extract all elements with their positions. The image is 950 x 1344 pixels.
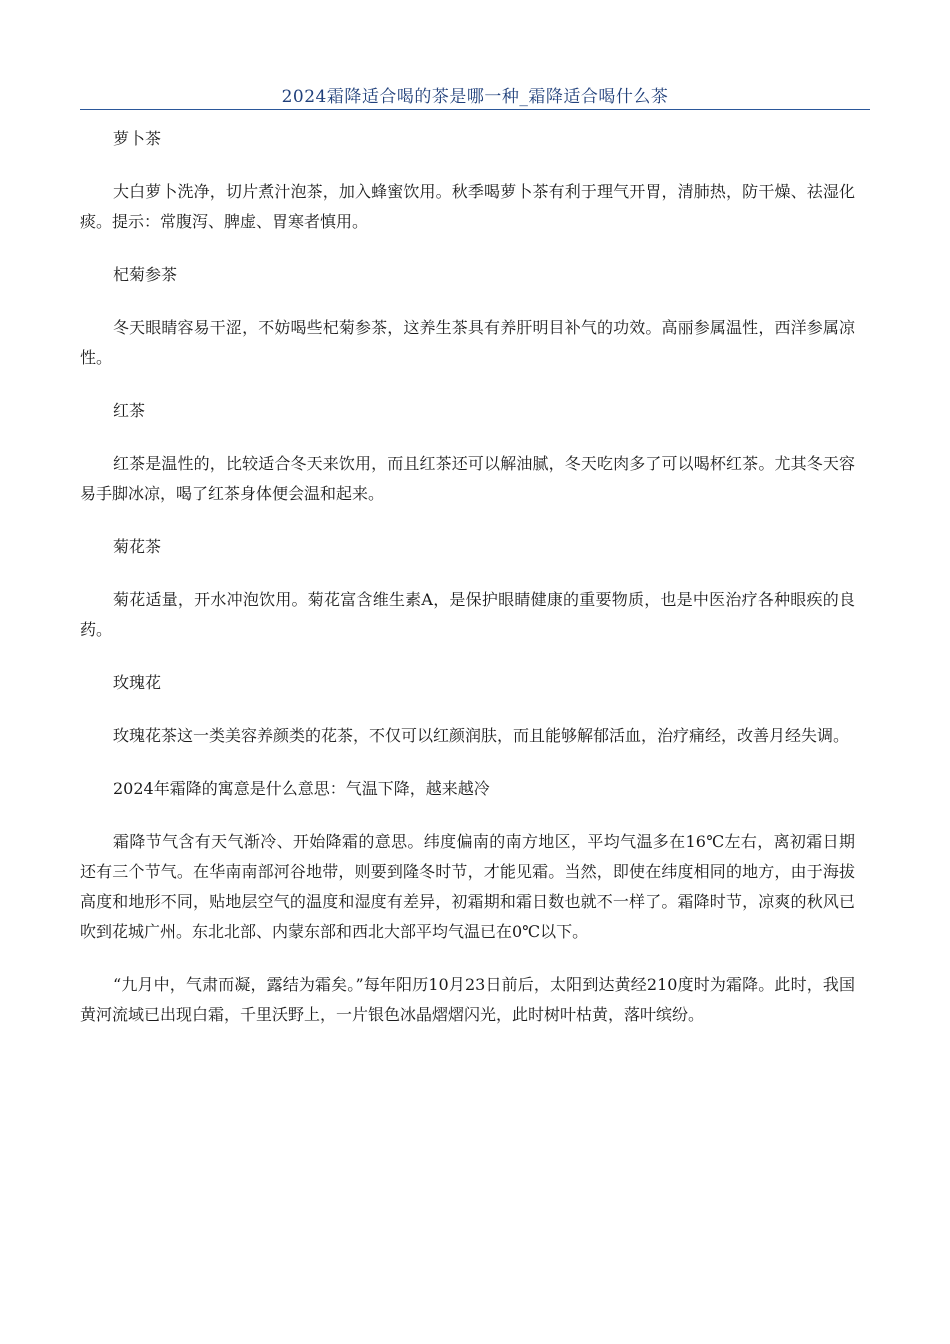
section-body-black-tea: 红茶是温性的，比较适合冬天来饮用，而且红茶还可以解油腻，冬天吃肉多了可以喝杯红茶。尤其冬天容易手脚冰凉，喝了红茶身体便会温和起来。 bbox=[80, 454, 855, 503]
section-body-qiju-shen-tea: 冬天眼睛容易干涩，不妨喝些杞菊参茶，这养生茶具有养肝明目补气的功效。高丽参属温性，西洋参属凉性。 bbox=[80, 318, 855, 367]
section-body-chrysanthemum-tea: 菊花适量，开水冲泡饮用。菊花富含维生素A，是保护眼睛健康的重要物质，也是中医治疗各种眼疾的良药。 bbox=[80, 590, 855, 639]
section-heading-black-tea: 红茶 bbox=[113, 401, 146, 420]
section-body-luobo-tea: 大白萝卜洗净，切片煮汁泡茶，加入蜂蜜饮用。秋季喝萝卜茶有利于理气开胃，清肺热，防干燥、祛湿化痰。提示：常腹泻、脾虚、胃寒者慎用。 bbox=[80, 182, 855, 231]
section-body-frost-meaning: 霜降节气含有天气渐冷、开始降霜的意思。纬度偏南的南方地区，平均气温多在16℃左右，离初霜日期还有三个节气。在华南南部河谷地带，则要到隆冬时节，才能见霜。当然，即使在纬度相同的地方，由于海拔高度和地形不同，贴地层空气的温度和湿度有差异，初霜期和霜日数也就不一样了。霜降时节，凉爽的秋风已吹到花城广州。东北北部、内蒙东部和西北大部平均气温已在0℃以下。 bbox=[80, 832, 855, 941]
article-body bbox=[80, 124, 855, 1053]
closing-paragraph: “九月中，气肃而凝，露结为霜矣。”每年阳历10月23日前后，太阳到达黄经210度时为霜降。此时，我国黄河流域已出现白霜，千里沃野上，一片银色冰晶熠熠闪光，此时树叶枯黄，落叶缤纷。 bbox=[80, 975, 855, 1024]
section-heading-luobo-tea: 萝卜茶 bbox=[113, 129, 162, 148]
section-heading-chrysanthemum-tea: 菊花茶 bbox=[113, 537, 162, 556]
section-heading-rose-tea: 玫瑰花 bbox=[113, 673, 162, 692]
section-heading-frost-meaning: 2024年霜降的寓意是什么意思：气温下降，越来越冷 bbox=[113, 779, 490, 798]
section-body-rose-tea: 玫瑰花茶这一类美容养颜类的花茶，不仅可以红颜润肤，而且能够解郁活血，治疗痛经，改善月经失调。 bbox=[113, 726, 850, 745]
page-title: 2024霜降适合喝的茶是哪一种_霜降适合喝什么茶 bbox=[281, 87, 669, 107]
header-divider bbox=[80, 109, 870, 110]
section-heading-qiju-shen-tea: 杞菊参茶 bbox=[113, 265, 178, 284]
